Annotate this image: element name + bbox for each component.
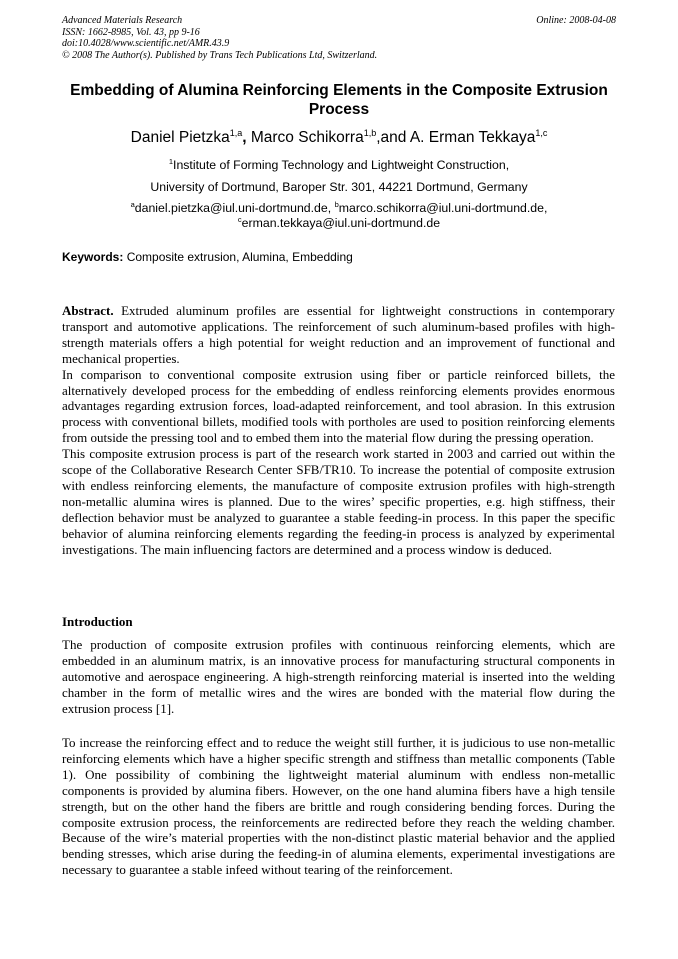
- author-separator: ,: [242, 129, 251, 146]
- affiliation-line-2: University of Dortmund, Baroper Str. 301, 44221 Dortmund, Germany: [150, 180, 528, 194]
- email-address: daniel.pietzka@iul.uni-dortmund.de,: [134, 201, 335, 215]
- abstract-label: Abstract.: [62, 303, 114, 318]
- email-sup: b: [334, 200, 339, 209]
- author-name: Marco Schikorra: [250, 129, 364, 146]
- introduction-paragraph: To increase the reinforcing effect and to reduce the weight still further, it is judicious to use non-metallic reinforcing elements which have a higher specific strength and stiffness than metallic components (Table 1). One possibility of combining the lightweight material aluminum with endless non-metallic components is provided by alumina fibers. However, on the one hand alumina fibers have a high tensile strength, but on the other hand the fibers are brittle and rough considering bending forces. During the composite extrusion process, the reinforcements are redirected before they reach the welding chamber. Because of the wire’s material properties with the non-distinct plastic material behavior and the applied bending stresses, which arise during the feeding-in of alumina elements, experimental investigations are necessary to guarantee a stable infeed without tearing of the reinforcement.: [62, 735, 615, 878]
- affiliation-text: Institute of Forming Technology and Lightweight Construction,: [173, 158, 510, 172]
- author-name: A. Erman Tekkaya: [409, 129, 536, 146]
- author-affiliation-sup: 1,a: [229, 128, 243, 138]
- keywords-text: Composite extrusion, Alumina, Embedding: [123, 250, 353, 264]
- author-affiliation-sup: 1,c: [535, 128, 548, 138]
- email-line-2: [62, 215, 616, 231]
- abstract-paragraph: In comparison to conventional composite extrusion using fiber or particle reinforced billets, the alternatively developed process for the embedding of endless reinforcing elements provides enormous advantages regarding extrusion forces, load-adapted reinforcement, and tool abrasion. In this extrusion process with conventional billets, modified tools with portholes are used to position reinforcing elements from outside the pressing tool and to embed them into the material flow during the pressing operation.: [62, 366, 615, 446]
- email-sup: a: [130, 200, 135, 209]
- email-line-1: [62, 200, 616, 216]
- email-address: erman.tekkaya@iul.uni-dortmund.de: [241, 216, 441, 230]
- online-date: Online: 2008-04-08: [536, 15, 616, 26]
- email-sup: c: [237, 215, 242, 224]
- abstract-paragraph: This composite extrusion process is part of the research work started in 2003 and carried out within the scope of the Collaborative Research Center SFB/TR10. To increase the potential of composite extrusion with endless reinforcing elements, the manufacture of composite extrusion profiles with high-strength non-metallic alumina wires is planned. Due to the wires’ specific properties, e.g. high stiffness, their deflection behavior must be analyzed to guarantee a stable feeding-in process. In this paper the specific behavior of alumina reinforcing elements regarding the feeding-in process is analyzed by experimental investigations. The main influencing factors are determined and a process window is deduced.: [62, 446, 615, 557]
- email-address: marco.schikorra@iul.uni-dortmund.de,: [338, 201, 548, 215]
- abstract-section: [62, 303, 615, 558]
- abstract-text: Extruded aluminum profiles are essential for lightweight constructions in contemporary transport and automotive applications. The reinforcement of such aluminum-based profiles with high-strength materials offers a high potential for weight reduction and an improvement of functional and mechanical properties.: [62, 303, 615, 366]
- issn-line: ISSN: 1662-8985, Vol. 43, pp 9-16: [62, 26, 200, 38]
- author-separator: ,and: [376, 129, 410, 146]
- affiliation-sup: 1: [168, 157, 174, 166]
- author-list: [62, 128, 616, 148]
- author-name: Daniel Pietzka: [130, 129, 230, 146]
- paper-title: Embedding of Alumina Reinforcing Elements in the Composite Extrusion Process: [70, 82, 608, 118]
- abstract-paragraph: [62, 303, 615, 367]
- keywords: [62, 250, 616, 265]
- introduction-heading: Introduction: [62, 614, 133, 629]
- journal-name: Advanced Materials Research: [62, 15, 183, 26]
- copyright-line: © 2008 The Author(s). Published by Trans Tech Publications Ltd, Switzerland.: [62, 49, 378, 61]
- introduction-paragraph: The production of composite extrusion profiles with continuous reinforcing elements, which are embedded in an aluminum matrix, is an innovative process for manufacturing structural components in automotive and aerospace engineering. A high-strength reinforcing material is inserted into the welding chamber in the form of metallic wires and the wires are bonded with the material flow during the extrusion process [1].: [62, 637, 615, 716]
- doi-line: doi:10.4028/www.scientific.net/AMR.43.9: [62, 38, 230, 49]
- affiliation-line-1: [62, 157, 616, 173]
- keywords-label: Keywords:: [62, 250, 124, 264]
- journal-header: [62, 15, 616, 61]
- author-affiliation-sup: 1,b: [363, 128, 377, 138]
